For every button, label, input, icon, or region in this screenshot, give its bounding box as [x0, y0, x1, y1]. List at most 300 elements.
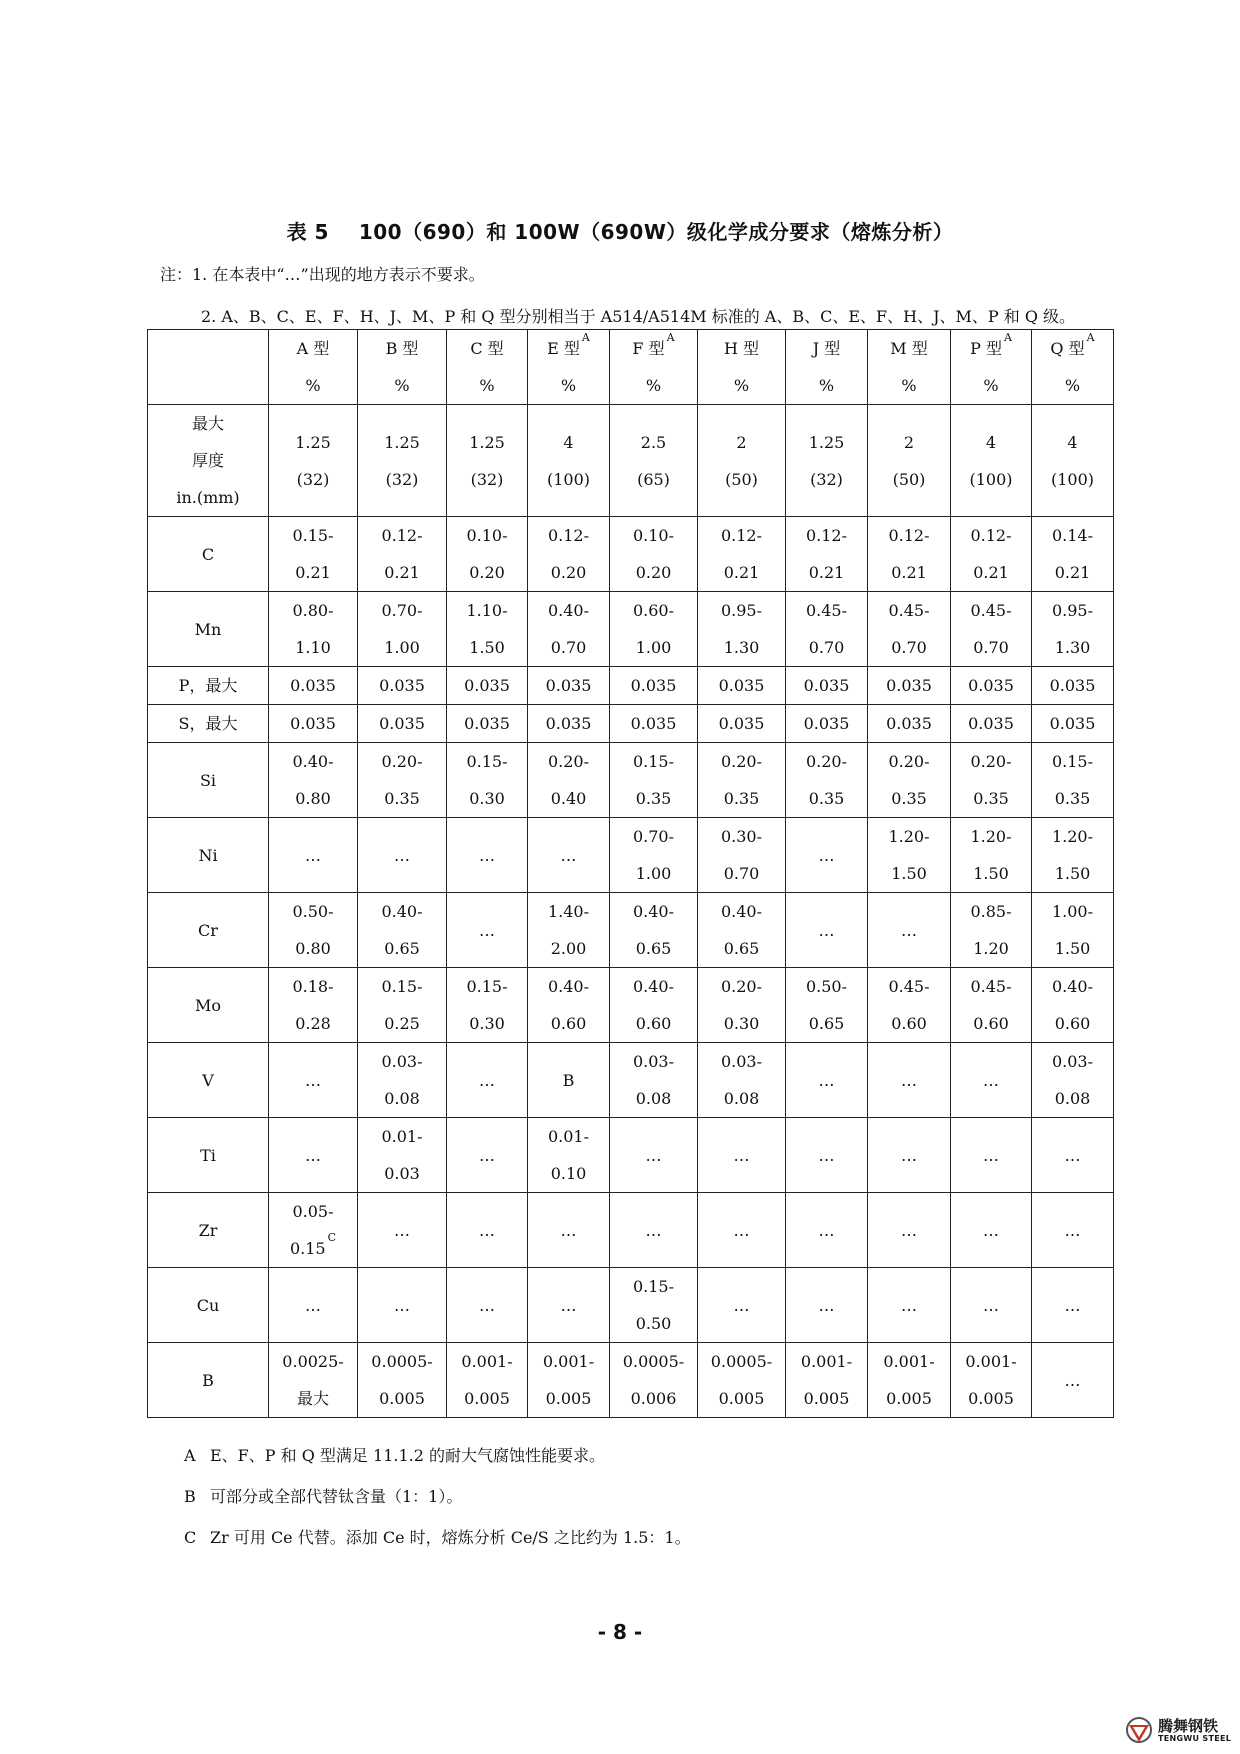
cell-value — [358, 1287, 446, 1324]
cell-value — [698, 743, 785, 780]
cell-value — [610, 554, 697, 591]
cell-value-text: 0.001- — [800, 1352, 853, 1371]
cell-value — [610, 1268, 697, 1305]
cell-value — [269, 592, 357, 629]
cell-value-text: 4 — [1067, 432, 1078, 452]
cell-value — [358, 1005, 446, 1042]
cell-value — [1032, 461, 1113, 498]
cell-value — [528, 1118, 609, 1155]
row-label-text: Mo — [194, 995, 221, 1015]
cell-value-text: … — [560, 1295, 577, 1315]
value-cell — [447, 743, 528, 818]
cell-value-text: 0.50 — [635, 1314, 672, 1333]
cell-value-text: 0.35 — [723, 789, 760, 808]
cell-value-text: 0.35 — [973, 789, 1009, 808]
value-cell — [1032, 818, 1114, 893]
value-cell — [868, 1193, 951, 1268]
header-unit: % — [1064, 376, 1081, 395]
value-cell — [610, 893, 698, 968]
cell-value — [698, 705, 785, 742]
value-cell — [698, 517, 786, 592]
value-cell — [528, 968, 610, 1043]
value-cell — [528, 667, 610, 705]
value-cell — [269, 1193, 358, 1268]
cell-value-text: … — [818, 920, 835, 940]
cell-value-text: … — [983, 1220, 999, 1240]
logo-name-cn: 腾舞钢铁 — [1158, 1717, 1219, 1735]
cell-value-text: … — [1064, 1145, 1081, 1165]
cell-value-text: 0.03 — [384, 1164, 420, 1183]
cell-value-text: (32) — [385, 469, 419, 489]
footnote-a-text: E、F、P 和 Q 型满足 11.1.2 的耐大气腐蚀性能要求。 — [210, 1446, 605, 1465]
value-cell — [610, 1118, 698, 1193]
cell-value — [786, 554, 867, 591]
row-label-text: Ti — [200, 1145, 216, 1165]
value-cell — [868, 1268, 951, 1343]
cell-value — [698, 1287, 785, 1324]
cell-value-text: 0.15 — [289, 1239, 326, 1258]
cell-value — [698, 517, 785, 554]
cell-value — [698, 968, 785, 1005]
cell-value-text: (50) — [892, 469, 926, 489]
cell-value — [1032, 1362, 1113, 1399]
row-label — [148, 743, 269, 818]
cell-value-text: 0.006 — [630, 1389, 677, 1408]
value-cell — [786, 517, 868, 592]
cell-value-text: … — [818, 1145, 835, 1165]
cell-value — [698, 1212, 785, 1249]
value-cell — [528, 1118, 610, 1193]
header-unit: % — [479, 376, 495, 395]
cell-value — [610, 1080, 697, 1117]
header-cell — [698, 330, 786, 405]
cell-value-text: 0.40- — [1051, 977, 1094, 996]
header-unit: % — [394, 376, 410, 395]
cell-value — [868, 1212, 950, 1249]
cell-value-text: 0.035 — [968, 676, 1014, 695]
cell-value — [269, 1193, 357, 1230]
cell-value — [358, 424, 446, 461]
cell-value — [868, 705, 950, 742]
cell-value — [786, 1212, 867, 1249]
cell-value-text: 0.45- — [888, 977, 930, 996]
cell-value — [951, 517, 1031, 554]
cell-value-text: … — [818, 1070, 835, 1090]
cell-value — [1032, 1043, 1113, 1080]
cell-value — [786, 667, 867, 704]
cell-value-text: 0.08 — [384, 1089, 420, 1108]
cell-value — [951, 780, 1031, 817]
cell-value — [698, 461, 785, 498]
cell-value — [528, 517, 609, 554]
cell-value — [868, 818, 950, 855]
value-cell — [447, 1118, 528, 1193]
cell-value-text: 0.10- — [466, 526, 508, 545]
row-label-text: in.(mm) — [176, 488, 240, 507]
row-label — [148, 1043, 269, 1118]
cell-value — [698, 893, 785, 930]
value-cell — [610, 517, 698, 592]
value-cell — [528, 1043, 610, 1118]
cell-value — [610, 968, 697, 1005]
table-row — [148, 1118, 1114, 1193]
cell-value — [610, 1005, 697, 1042]
cell-value-text: 0.35 — [384, 789, 420, 808]
cell-value — [447, 592, 527, 629]
header-type-text: F 型 — [632, 339, 665, 358]
table-row — [148, 705, 1114, 743]
value-cell — [269, 405, 358, 517]
cell-value — [786, 912, 867, 949]
cell-value-text: 0.40- — [632, 977, 675, 996]
header-unit: % — [983, 376, 999, 395]
cell-value-text: 1.10 — [295, 638, 331, 657]
cell-value — [951, 893, 1031, 930]
cell-value — [358, 461, 446, 498]
value-cell — [951, 743, 1032, 818]
table-row — [148, 818, 1114, 893]
cell-value — [528, 1212, 609, 1249]
cell-value — [951, 855, 1031, 892]
cell-value-text: … — [645, 1145, 662, 1165]
cell-value-text: … — [479, 920, 495, 940]
cell-value-text: 0.20- — [720, 752, 763, 771]
header-type — [786, 330, 867, 367]
cell-value-text: 0.45- — [888, 601, 930, 620]
row-label — [148, 667, 269, 705]
cell-value-text: 0.80 — [295, 939, 331, 958]
cell-value-text: 0.0005- — [710, 1352, 773, 1371]
cell-value — [610, 424, 697, 461]
cell-value-text: 0.15- — [381, 977, 423, 996]
cell-value-text: 1.50 — [469, 638, 505, 657]
cell-value — [698, 629, 785, 666]
value-cell — [951, 1343, 1032, 1418]
value-cell — [358, 517, 447, 592]
cell-value — [951, 1212, 1031, 1249]
cell-value-text: 0.15- — [466, 752, 508, 771]
cell-value — [868, 912, 950, 949]
logo-name-en: TENGWU STEEL — [1158, 1734, 1232, 1743]
cell-value-text: 0.08 — [723, 1089, 760, 1108]
cell-value-text: … — [305, 1145, 321, 1165]
cell-value — [358, 780, 446, 817]
cell-value-text: 1.00- — [1051, 902, 1094, 921]
cell-value — [358, 629, 446, 666]
row-label-text: C — [201, 544, 215, 564]
value-cell — [786, 1118, 868, 1193]
header-type — [698, 330, 785, 367]
cell-value — [447, 1343, 527, 1380]
cell-value — [786, 1287, 867, 1324]
row-label-text: Cu — [196, 1295, 220, 1315]
value-cell — [868, 705, 951, 743]
cell-value — [698, 855, 785, 892]
cell-value-text: 0.0005- — [622, 1352, 685, 1371]
cell-value-text: 0.60 — [973, 1014, 1009, 1033]
cell-value-text: 0.20 — [469, 563, 505, 582]
table-row — [148, 592, 1114, 667]
value-cell — [868, 592, 951, 667]
cell-value — [698, 592, 785, 629]
value-cell — [951, 592, 1032, 667]
cell-value — [528, 893, 609, 930]
cell-value — [269, 780, 357, 817]
cell-value-text: 0.035 — [803, 714, 850, 733]
cell-value — [610, 517, 697, 554]
cell-value-text: 2.00 — [550, 939, 587, 958]
cell-value — [528, 461, 609, 498]
cell-value — [610, 1137, 697, 1174]
cell-value-text: 0.001- — [461, 1352, 513, 1371]
cell-value-text: … — [983, 1070, 999, 1090]
value-cell — [1032, 592, 1114, 667]
cell-value-text: 0.70 — [973, 638, 1009, 657]
cell-value — [447, 517, 527, 554]
value-cell — [868, 1118, 951, 1193]
cell-value — [528, 424, 609, 461]
cell-value — [358, 1343, 446, 1380]
cell-value — [358, 554, 446, 591]
value-cell — [1032, 1268, 1114, 1343]
header-type-text: J 型 — [812, 339, 841, 358]
cell-value-text: 1.00 — [384, 638, 420, 657]
value-cell — [447, 1043, 528, 1118]
row-label — [148, 818, 269, 893]
cell-value-text: … — [305, 845, 321, 865]
cell-value — [868, 1343, 950, 1380]
cell-value — [269, 705, 357, 742]
cell-value — [269, 424, 357, 461]
cell-value-text: 0.40- — [547, 977, 590, 996]
cell-value-text: 0.03- — [381, 1052, 423, 1071]
value-cell — [698, 893, 786, 968]
cell-value — [610, 1043, 697, 1080]
cell-value-text: 0.001- — [965, 1352, 1017, 1371]
cell-value — [358, 968, 446, 1005]
header-unit: % — [818, 376, 835, 395]
header-unit: % — [560, 376, 577, 395]
cell-value — [358, 1043, 446, 1080]
footnote-ref: A — [1003, 331, 1012, 344]
cell-value-text: 0.12- — [381, 526, 423, 545]
cell-value-text: 0.035 — [803, 676, 850, 695]
cell-value — [951, 818, 1031, 855]
cell-value-text: 0.21 — [384, 563, 420, 582]
cell-value-text: 0.08 — [1054, 1089, 1091, 1108]
value-cell — [698, 667, 786, 705]
cell-value-text: … — [901, 1145, 917, 1165]
value-cell — [698, 1193, 786, 1268]
cell-value-text: 0.21 — [808, 563, 845, 582]
cell-value — [868, 424, 950, 461]
cell-value — [610, 1380, 697, 1417]
footnote-ref: A — [581, 331, 590, 344]
cell-value-text: 0.50- — [292, 902, 334, 921]
cell-value — [528, 1287, 609, 1324]
cell-value — [1032, 592, 1113, 629]
cell-value — [868, 554, 950, 591]
cell-value-text: 0.65 — [635, 939, 672, 958]
cell-value-text: … — [1064, 1370, 1081, 1390]
cell-value — [610, 930, 697, 967]
cell-value — [1032, 818, 1113, 855]
cell-value — [358, 667, 446, 704]
value-cell — [786, 743, 868, 818]
cell-value — [951, 1380, 1031, 1417]
cell-value — [951, 968, 1031, 1005]
value-cell — [951, 818, 1032, 893]
cell-value-text: 最大 — [296, 1389, 329, 1408]
cell-value — [528, 1062, 609, 1099]
header-type — [951, 330, 1031, 367]
cell-value — [951, 424, 1031, 461]
header-type-text: B 型 — [385, 339, 419, 358]
cell-value — [951, 1062, 1031, 1099]
cell-value-text: 4 — [563, 432, 574, 452]
cell-value-text: 0.35 — [1054, 789, 1091, 808]
value-cell — [528, 1343, 610, 1418]
value-cell — [951, 1118, 1032, 1193]
value-cell — [1032, 1118, 1114, 1193]
cell-value — [269, 1380, 357, 1417]
cell-value-text: … — [901, 1220, 917, 1240]
cell-value-text: 2 — [736, 432, 747, 452]
value-cell — [610, 743, 698, 818]
cell-value — [528, 968, 609, 1005]
cell-value-text: 0.21 — [295, 563, 331, 582]
cell-value — [358, 517, 446, 554]
cell-value-text: 0.12- — [970, 526, 1012, 545]
cell-value-text: 0.30 — [723, 1014, 760, 1033]
cell-value-text: 0.20- — [805, 752, 848, 771]
table-row — [148, 968, 1114, 1043]
value-cell — [786, 405, 868, 517]
cell-value-text: 0.005 — [803, 1389, 850, 1408]
cell-value — [951, 592, 1031, 629]
cell-value-text: 1.10- — [466, 601, 508, 620]
value-cell — [951, 705, 1032, 743]
cell-value-text: 0.035 — [718, 714, 765, 733]
cell-value-text: … — [818, 1295, 835, 1315]
cell-value-text: 0.40 — [550, 789, 587, 808]
row-label — [148, 893, 269, 968]
value-cell — [447, 405, 528, 517]
cell-value — [358, 1212, 446, 1249]
header-cell — [447, 330, 528, 405]
cell-value — [698, 930, 785, 967]
cell-value — [951, 1137, 1031, 1174]
cell-value-text: (65) — [637, 469, 670, 489]
value-cell — [269, 1043, 358, 1118]
cell-value — [447, 1287, 527, 1324]
cell-value-text: 0.035 — [290, 714, 336, 733]
cell-value-text: 0.40- — [547, 601, 590, 620]
cell-value-text: 0.25 — [384, 1014, 420, 1033]
value-cell — [951, 1268, 1032, 1343]
row-label-text: Cr — [198, 920, 218, 940]
value-cell — [447, 1343, 528, 1418]
cell-value-text: 0.12- — [547, 526, 590, 545]
cell-value — [786, 461, 867, 498]
header-type — [1032, 330, 1113, 367]
cell-value — [951, 554, 1031, 591]
cell-value-text: … — [983, 1145, 999, 1165]
value-cell — [358, 705, 447, 743]
value-cell — [786, 667, 868, 705]
row-label-text: S，最大 — [178, 714, 238, 733]
value-cell — [447, 517, 528, 592]
cell-value-text: 0.12- — [720, 526, 763, 545]
cell-value — [610, 592, 697, 629]
cell-value-text: (32) — [810, 469, 843, 489]
cell-value-text: 0.70- — [632, 827, 675, 846]
cell-value-text: 0.60 — [891, 1014, 927, 1033]
value-cell — [358, 1268, 447, 1343]
cell-value — [269, 629, 357, 666]
cell-value-text: 0.005 — [545, 1389, 592, 1408]
cell-value — [610, 818, 697, 855]
cell-value-text: 0.035 — [968, 714, 1014, 733]
value-cell — [610, 705, 698, 743]
header-type — [358, 330, 446, 367]
cell-value-text: 0.035 — [630, 676, 677, 695]
cell-value — [786, 592, 867, 629]
header-type-text: A 型 — [296, 339, 330, 358]
cell-value-text: 0.15- — [632, 752, 675, 771]
cell-value-text: 0.21 — [973, 563, 1009, 582]
cell-value — [528, 780, 609, 817]
cell-value-text: 0.05- — [292, 1202, 334, 1221]
cell-value — [786, 517, 867, 554]
cell-value — [269, 930, 357, 967]
cell-value — [528, 1005, 609, 1042]
cell-value-text: 1.00 — [635, 864, 672, 883]
cell-value-text: 0.01- — [381, 1127, 423, 1146]
cell-value-text: 0.60 — [635, 1014, 672, 1033]
cell-value — [610, 705, 697, 742]
value-cell — [358, 1043, 447, 1118]
value-cell — [786, 592, 868, 667]
cell-value-text: 1.25 — [384, 432, 420, 452]
value-cell — [698, 1268, 786, 1343]
cell-value — [269, 893, 357, 930]
value-cell — [951, 893, 1032, 968]
cell-value — [868, 667, 950, 704]
cell-value-text: … — [901, 1295, 917, 1315]
value-cell — [698, 743, 786, 818]
cell-value — [528, 554, 609, 591]
cell-value — [1032, 1080, 1113, 1117]
cell-value-text: (100) — [1050, 469, 1095, 489]
cell-value-text: 0.20 — [550, 563, 587, 582]
table-row — [148, 743, 1114, 818]
cell-value — [1032, 705, 1113, 742]
header-corner-cell — [148, 330, 269, 405]
value-cell — [528, 517, 610, 592]
value-cell — [1032, 667, 1114, 705]
value-cell — [447, 1268, 528, 1343]
header-type — [868, 330, 950, 367]
cell-value — [868, 1380, 950, 1417]
cell-value — [786, 1380, 867, 1417]
cell-value — [868, 968, 950, 1005]
cell-value-text: 1.30 — [723, 638, 760, 657]
footnote-ref: A — [666, 331, 675, 344]
cell-value — [786, 705, 867, 742]
cell-value-text: … — [394, 1220, 410, 1240]
cell-value — [1032, 1212, 1113, 1249]
